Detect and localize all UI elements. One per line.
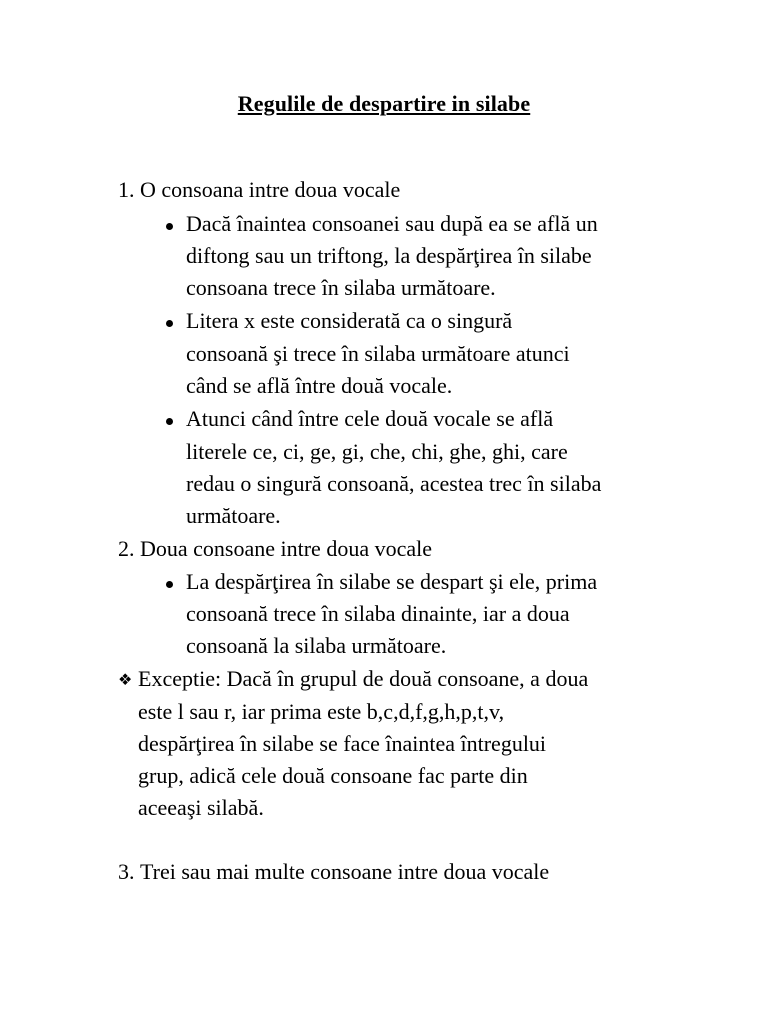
bullet-line: Dacă înaintea consoanei sau după ea se află un bbox=[186, 211, 598, 236]
exception-line: aceeaşi silabă. bbox=[138, 795, 264, 820]
section-number: 2. bbox=[118, 536, 135, 561]
exception-line: grup, adică cele două consoane fac parte din bbox=[138, 763, 528, 788]
bullet-line: Litera x este considerată ca o singură bbox=[186, 308, 513, 333]
bullet-line: redau o singură consoană, acestea trec în silaba bbox=[186, 471, 602, 496]
bullet-icon bbox=[166, 418, 173, 425]
diamond-bullet-icon: ❖ bbox=[118, 670, 133, 689]
document-title: Regulile de despartire in silabe bbox=[237, 91, 531, 116]
section-number: 1. bbox=[118, 177, 135, 202]
bullet-line: literele ce, ci, ge, gi, che, chi, ghe, ghi, care bbox=[186, 439, 568, 464]
bullet-line: consoana trece în silaba următoare. bbox=[186, 275, 496, 300]
bullet-line: diftong sau un triftong, la despărţirea în silabe bbox=[186, 243, 592, 268]
section-heading: O consoana intre doua vocale bbox=[140, 177, 401, 202]
bullet-line: Atunci când între cele două vocale se află bbox=[186, 406, 554, 431]
section-heading: Doua consoane intre doua vocale bbox=[140, 536, 432, 561]
bullet-line: consoană la silaba următoare. bbox=[186, 633, 447, 658]
bullet-line: La despărţirea în silabe se despart şi ele, prima bbox=[186, 569, 598, 594]
exception-line: Exceptie: Dacă în grupul de două consoane, a doua bbox=[138, 666, 589, 691]
exception-line: despărţirea în silabe se face înaintea întregului bbox=[138, 731, 547, 756]
bullet-line: consoană şi trece în silaba următoare atunci bbox=[186, 341, 570, 366]
bullet-line: următoare. bbox=[186, 503, 281, 528]
bullet-icon bbox=[166, 320, 173, 327]
bullet-icon bbox=[166, 581, 173, 588]
bullet-line: când se află între două vocale. bbox=[186, 373, 453, 398]
section-heading: Trei sau mai multe consoane intre doua vocale bbox=[140, 859, 550, 884]
section-number: 3. bbox=[118, 859, 135, 884]
exception-line: este l sau r, iar prima este b,c,d,f,g,h,p,t,v, bbox=[138, 699, 505, 724]
bullet-icon bbox=[166, 223, 173, 230]
bullet-line: consoană trece în silaba dinainte, iar a doua bbox=[186, 601, 570, 626]
